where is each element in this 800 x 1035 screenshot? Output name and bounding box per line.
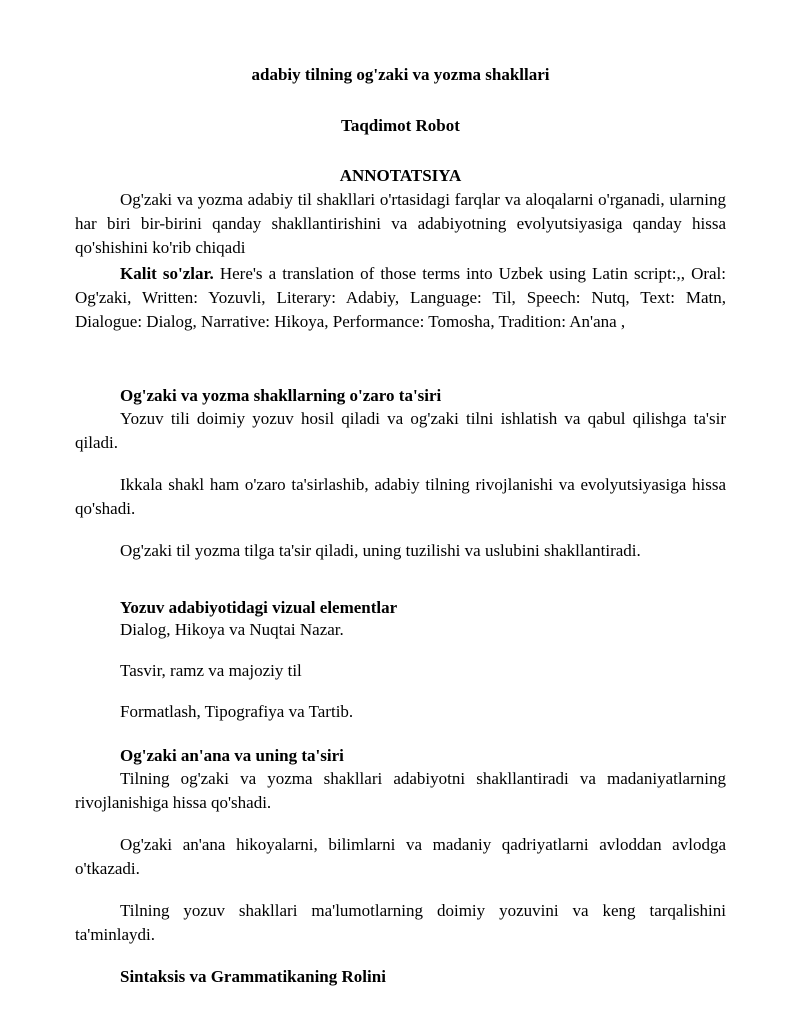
section-heading: Sintaksis va Grammatikaning Rolini bbox=[120, 967, 386, 986]
section-paragraph: Ikkala shakl ham o'zaro ta'sirlashib, adabiy tilning rivojlanishi va evolyutsiyasiga hissa qo'shadi. bbox=[75, 475, 726, 518]
keywords-paragraph bbox=[75, 262, 726, 334]
document-title: adabiy tilning og'zaki va yozma shakllari bbox=[251, 65, 550, 84]
annotation-paragraph: Og'zaki va yozma adabiy til shakllari o'rtasidagi farqlar va aloqalarni o'rganadi, ularning har biri bir-birini qanday shakllantirishini va adabiyotning evolyutsiyasiga qanday hissa qo'shishini ko'rib chiqadi bbox=[75, 190, 726, 257]
section-visual-elements bbox=[75, 597, 726, 723]
section-paragraph: Yozuv tili doimiy yozuv hosil qiladi va og'zaki tilni ishlatish va qabul qilishga ta'sir qiladi. bbox=[75, 409, 726, 452]
section-interaction bbox=[75, 385, 726, 563]
list-line: Formatlash, Tipografiya va Tartib. bbox=[120, 702, 354, 721]
keywords-text: Here's a translation of those terms into Uzbek using Latin script:,, Oral: Og'zaki, Written: Yozuvli, Literary: Adabiy, Language: Til, Speech: Nutq, Text: Matn, Dialogue: Dialog, Narrative: Hikoya, Performance: Tomosha, Tradition: An'ana , bbox=[75, 264, 726, 331]
list-line: Dialog, Hikoya va Nuqtai Nazar. bbox=[120, 620, 344, 639]
keywords-label: Kalit so'zlar. bbox=[120, 264, 214, 283]
annotation-heading: ANNOTATSIYA bbox=[339, 166, 462, 185]
document-author: Taqdimot Robot bbox=[341, 116, 460, 135]
annotation-block bbox=[75, 188, 726, 334]
list-line: Tasvir, ramz va majoziy til bbox=[120, 661, 302, 680]
section-syntax bbox=[75, 966, 726, 988]
section-paragraph: Og'zaki an'ana hikoyalarni, bilimlarni va madaniy qadriyatlarni avloddan avlodga o'tkazadi. bbox=[75, 835, 726, 878]
section-paragraph: Tilning og'zaki va yozma shakllari adabiyotni shakllantiradi va madaniyatlarning rivojlanishiga hissa qo'shadi. bbox=[75, 769, 726, 812]
section-heading: Og'zaki va yozma shakllarning o'zaro ta'siri bbox=[120, 386, 442, 405]
section-paragraph: Og'zaki til yozma tilga ta'sir qiladi, uning tuzilishi va uslubini shakllantiradi. bbox=[120, 541, 641, 560]
section-paragraph: Tilning yozuv shakllari ma'lumotlarning doimiy yozuvini va keng tarqalishini ta'minlaydi. bbox=[75, 901, 726, 944]
section-oral-tradition bbox=[75, 745, 726, 947]
section-heading: Yozuv adabiyotidagi vizual elementlar bbox=[120, 598, 398, 617]
section-heading: Og'zaki an'ana va uning ta'siri bbox=[120, 746, 344, 765]
